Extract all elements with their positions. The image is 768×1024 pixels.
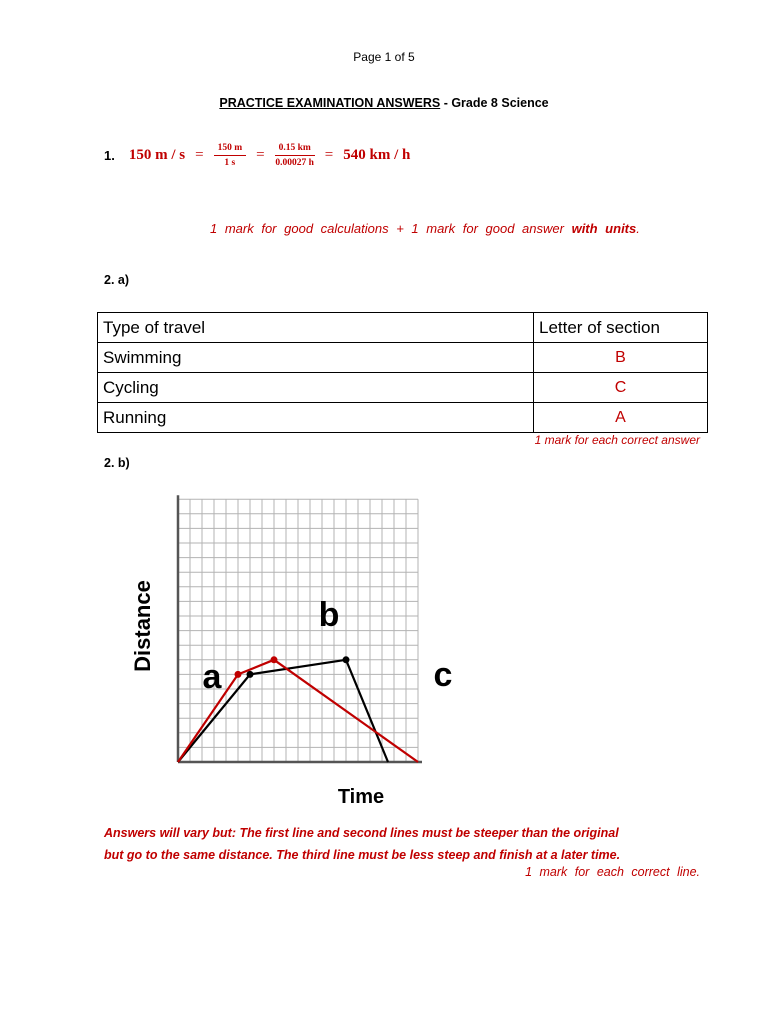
q2a-label: 2. a) xyxy=(104,273,130,287)
x-axis-label: Time xyxy=(337,786,385,808)
page-number: Page 1 of 5 xyxy=(353,50,415,64)
table-header-row xyxy=(98,313,708,343)
table-row xyxy=(98,343,708,373)
series-1-point xyxy=(343,656,350,663)
q2a-marking-note: 1 mark for each correct answer xyxy=(534,433,700,447)
header-letter-of-section: Letter of section xyxy=(534,313,708,343)
travel-type-cell: Cycling xyxy=(98,373,534,403)
q1-frac2-denominator: 0.00027 h xyxy=(275,157,314,168)
q1-number: 1. xyxy=(104,147,115,163)
q2b-marking-note: 1 mark for each correct line. xyxy=(525,865,700,879)
title-main: PRACTICE EXAMINATION ANSWERS xyxy=(219,96,441,110)
section-letter-cell: C xyxy=(534,373,708,403)
q1-marking-note xyxy=(210,221,640,236)
equals-sign: = xyxy=(195,146,204,163)
equals-sign: = xyxy=(324,146,334,163)
q1-result: 540 km / h xyxy=(343,146,411,163)
travel-table xyxy=(97,312,708,433)
table-row xyxy=(98,403,708,433)
q1-lhs: 150 m / s xyxy=(128,146,186,163)
q1-fraction-1 xyxy=(214,143,247,168)
q1-note-bold: with units xyxy=(571,221,637,236)
q1-frac1-numerator: 150 m xyxy=(214,143,247,156)
section-letter-cell: A xyxy=(534,403,708,433)
section-label-c: c xyxy=(433,656,453,694)
table-row xyxy=(98,373,708,403)
travel-type-cell: Swimming xyxy=(98,343,534,373)
q2b-answer-line-2: but go to the same distance. The third line must be less steep and finish at a later time. xyxy=(104,848,621,862)
q1-equation xyxy=(104,138,410,172)
section-label-b: b xyxy=(318,596,340,634)
distance-time-graph xyxy=(120,476,520,816)
q1-fraction-2 xyxy=(275,143,315,168)
equals-sign: = xyxy=(256,146,265,163)
series-2-point xyxy=(271,656,278,663)
section-letter-cell: B xyxy=(534,343,708,373)
graph-grid xyxy=(178,495,422,762)
q1-frac1-denominator: 1 s xyxy=(224,157,236,168)
section-label-a: a xyxy=(202,658,222,696)
page-title xyxy=(0,96,768,110)
q2b-answer-line-1: Answers will vary but: The first line and second lines must be steeper than the original xyxy=(104,826,619,840)
q1-note-text: 1 mark for good calculations + 1 mark for good answer xyxy=(210,221,572,236)
travel-type-cell: Running xyxy=(98,403,534,433)
q2b-answer xyxy=(104,822,700,866)
q2b-label: 2. b) xyxy=(104,456,130,470)
series-2-point xyxy=(235,671,242,678)
header-type-of-travel: Type of travel xyxy=(98,313,534,343)
q1-note-end: . xyxy=(636,221,640,236)
q1-frac2-numerator: 0.15 km xyxy=(275,143,315,156)
series-1-point xyxy=(247,671,254,678)
y-axis-label: Distance xyxy=(130,580,155,672)
title-subject: - Grade 8 Science xyxy=(440,96,549,110)
